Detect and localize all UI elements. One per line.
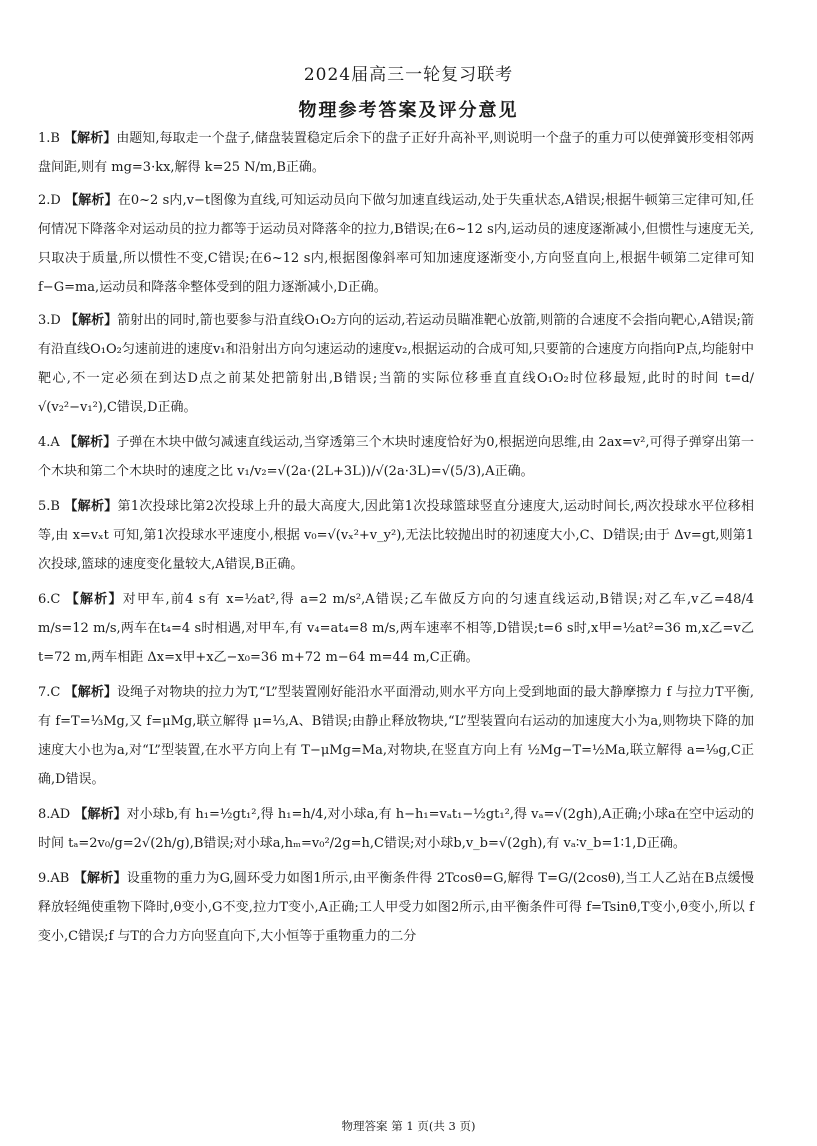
answer-item-6: [38, 585, 754, 672]
answer-item-8: [38, 800, 754, 858]
answer-number: 6.C: [38, 592, 61, 607]
answer-number: 7.C: [38, 685, 61, 700]
answer-text: 在0~2 s内,v−t图像为直线,可知运动员向下做匀加速直线运动,处于失重状态,A错误;根据牛顿第三定律可知,任何情况下降落伞对运动员的拉力都等于运动员对降落伞的拉力,B错误;在6~12 s内,运动员的速度逐渐减小,但惯性与速度无关,只取决于质量,所以惯性不变,C错误;在6~12 s内,根据图像斜率可知加速度逐渐变小,方向竖直向上,根据牛顿第二定律可知 f−G=ma,运动员和降落伞整体受到的阻力逐渐减小,D正确。: [38, 193, 754, 295]
answer-text: 对甲车,前4 s有 x=½at²,得 a=2 m/s²,A错误;乙车做反方向的匀速直线运动,B错误;对乙车,v乙=48/4 m/s=12 m/s,两车在t₄=4 s时相遇,对甲车,有 v₄=at₄=8 m/s,两车速率不相等,D错误;t=6 s时,x甲=½at²=36 m,x乙=v乙t=72 m,两车相距 Δx=x甲+x乙−x₀=36 m+72 m−64 m=44 m,C正确。: [38, 592, 755, 665]
answer-item-1: [38, 124, 754, 182]
answer-number: 9.AB: [38, 871, 70, 886]
answer-text: 设重物的重力为G,圆环受力如图1所示,由平衡条件得 2Tcosθ=G,解得 T=G/(2cosθ),当工人乙站在B点缓慢释放轻绳使重物下降时,θ变小,G不变,拉力T变小,A正确;工人甲受力如图2所示,由平衡条件可得 f=Tsinθ,T变小,θ变小,所以 f 变小,C错误;f 与T的合力方向竖直向下,大小恒等于重物重力的二分: [38, 871, 754, 944]
page-subtitle: 物理参考答案及评分意见: [298, 100, 519, 121]
answer-item-3: [38, 306, 754, 422]
answer-item-2: [38, 186, 754, 302]
answer-item-9: [38, 864, 754, 951]
answer-item-4: [38, 428, 754, 486]
answer-item-5: [38, 492, 754, 579]
answer-number: 2.D: [38, 193, 61, 208]
analysis-tag: 【解析】: [64, 685, 118, 700]
answer-text: 子弹在木块中做匀减速直线运动,当穿透第三个木块时速度恰好为0,根据逆向思维,由 2ax=v²,可得子弹穿出第一个木块和第二个木块时的速度之比 v₁/v₂=√(2a·(2L+3L))/√(2a·3L)=√(5/3),A正确。: [38, 435, 754, 479]
analysis-tag: 【解析】: [64, 499, 118, 514]
answer-number: 8.AD: [38, 807, 71, 822]
page-footer: 物理答案 第 1 页(共 3 页): [341, 1119, 476, 1133]
answer-number: 1.B: [38, 131, 60, 146]
answer-list: [38, 124, 754, 951]
answer-number: 4.A: [38, 435, 60, 450]
analysis-tag: 【解析】: [65, 592, 123, 607]
page-title: 2024届高三一轮复习联考: [303, 65, 514, 85]
analysis-tag: 【解析】: [64, 435, 117, 450]
answer-number: 3.D: [38, 313, 61, 328]
answer-text: 设绳子对物块的拉力为T,“L”型装置刚好能沿水平面滑动,则水平方向上受到地面的最大静摩擦力 f 与拉力T平衡,有 f=T=⅓Mg,又 f=μMg,联立解得 μ=⅓,A、B错误;由静止释放物块,“L”型装置向右运动的加速度大小为a,则物块下降的加速度大小也为a,对“L”型装置,在水平方向上有 T−μMg=Ma,对物块,在竖直方向上有 ½Mg−T=½Ma,联立解得 a=⅑g,C正确,D错误。: [38, 685, 754, 787]
answer-text: 第1次投球比第2次投球上升的最大高度大,因此第1次投球篮球竖直分速度大,运动时间长,两次投球水平位移相等,由 x=vₓt 可知,第1次投球水平速度小,根据 v₀=√(vₓ²+v_y²),无法比较抛出时的初速度大小,C、D错误;由于 Δv=gt,则第1次投球,篮球的速度变化量较大,A错误,B正确。: [38, 499, 754, 572]
analysis-tag: 【解析】: [73, 871, 127, 886]
answer-item-7: [38, 678, 754, 794]
analysis-tag: 【解析】: [64, 131, 117, 146]
analysis-tag: 【解析】: [65, 193, 118, 208]
answer-number: 5.B: [38, 499, 60, 514]
analysis-tag: 【解析】: [74, 807, 127, 822]
answer-text: 对小球b,有 h₁=½gt₁²,得 h₁=h/4,对小球a,有 h−h₁=vₐt₁−½gt₁²,得 vₐ=√(2gh),A正确;小球a在空中运动的时间 tₐ=2v₀/g=2√(2h/g),B错误;对小球a,hₘ=v₀²/2g=h,C错误;对小球b,v_b=√(2gh),有 vₐ∶v_b=1∶1,D正确。: [38, 807, 754, 851]
answer-text: 箭射出的同时,箭也要参与沿直线O₁O₂方向的运动,若运动员瞄准靶心放箭,则箭的合速度不会指向靶心,A错误;箭有沿直线O₁O₂匀速前进的速度v₁和沿射出方向匀速运动的速度v₂,根据运动的合成可知,只要箭的合速度方向指向P点,均能射中靶心,不一定必须在到达D点之前某处把箭射出,B错误;当箭的实际位移垂直直线O₁O₂时位移最短,此时的时间 t=d/√(v₂²−v₁²),C错误,D正确。: [38, 313, 754, 415]
answer-text: 由题知,每取走一个盘子,储盘装置稳定后余下的盘子正好升高补平,则说明一个盘子的重力可以使弹簧形变相邻两盘间距,则有 mg=3·kx,解得 k=25 N/m,B正确。: [38, 131, 754, 175]
analysis-tag: 【解析】: [65, 313, 118, 328]
